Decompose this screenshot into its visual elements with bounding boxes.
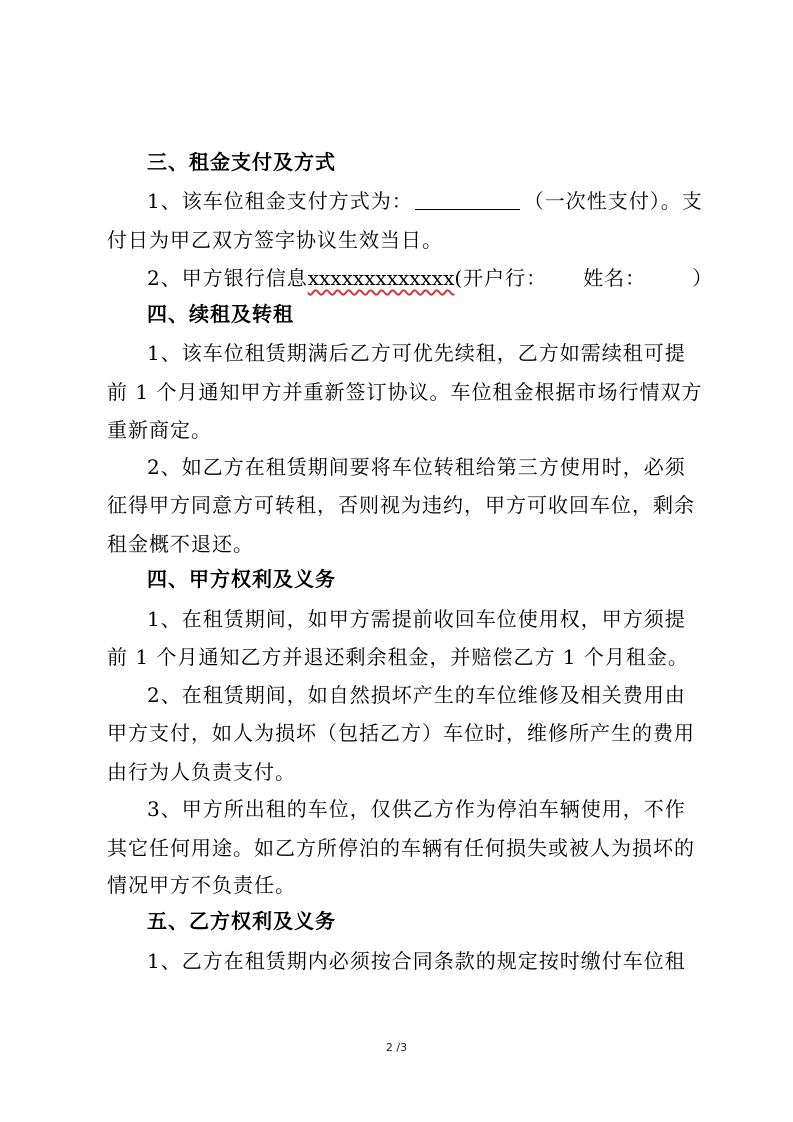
bank-info-label: 2、甲方银行信息 — [147, 266, 308, 290]
paragraph-line: 由行为人负责支付。 — [107, 760, 296, 784]
paragraph-line — [147, 189, 703, 213]
paragraph-line: 2、在租赁期间，如自然损坏产生的车位维修及相关费用由 — [147, 683, 686, 707]
section-heading-lessee-rights: 五、乙方权利及义务 — [147, 909, 336, 933]
bank-info-close-paren: ） — [692, 266, 714, 290]
payment-method-tail: （一次性支付）。支 — [523, 189, 703, 213]
paragraph-line: 1、在租赁期间，如甲方需提前收回车位使用权，甲方须提 — [147, 607, 686, 631]
paragraph-line: 重新商定。 — [107, 418, 212, 442]
payment-method-label: 1、该车位租金支付方式为： — [147, 189, 413, 213]
paragraph-line: 1、该车位租赁期满后乙方可优先续租，乙方如需续租可提 — [147, 341, 686, 365]
section-heading-renewal: 四、续租及转租 — [147, 302, 294, 326]
paragraph-line: 征得甲方同意方可转租，否则视为违约，甲方可收回车位，剩余 — [107, 493, 695, 517]
payment-method-blank — [415, 191, 520, 210]
paragraph-line: 付日为甲乙双方签字协议生效当日。 — [107, 228, 443, 252]
paragraph-line — [147, 266, 713, 290]
paragraph-line: 1、乙方在租赁期内必须按合同条款的规定按时缴付车位租 — [147, 949, 686, 973]
section-heading-payment: 三、租金支付及方式 — [147, 150, 336, 174]
paragraph-line: 其它任何用途。如乙方所停泊的车辆有任何损失或被人为损坏的 — [107, 836, 695, 860]
paragraph-line: 情况甲方不负责任。 — [107, 873, 296, 897]
paragraph-line: 甲方支付，如人为损坏（包括乙方）车位时，维修所产生的费用 — [107, 721, 695, 745]
paragraph-line: 前 1 个月通知甲方并重新签订协议。车位租金根据市场行情双方 — [107, 380, 703, 404]
bank-account-placeholder: xxxxxxxxxxxxx — [307, 266, 455, 290]
paragraph-line: 租金概不退还。 — [107, 532, 254, 556]
section-heading-lessor-rights: 四、甲方权利及义务 — [147, 567, 336, 591]
paragraph-line: 2、如乙方在租赁期间要将车位转租给第三方使用时，必须 — [147, 455, 686, 479]
bank-name-label: (开户行： — [454, 266, 548, 290]
account-holder-label: 姓名： — [583, 266, 647, 290]
page-number: 2 /3 — [385, 1041, 408, 1054]
paragraph-line: 前 1 个月通知乙方并退还剩余租金，并赔偿乙方 1 个月租金。 — [107, 645, 689, 669]
paragraph-line: 3、甲方所出租的车位，仅供乙方作为停泊车辆使用，不作 — [147, 797, 686, 821]
